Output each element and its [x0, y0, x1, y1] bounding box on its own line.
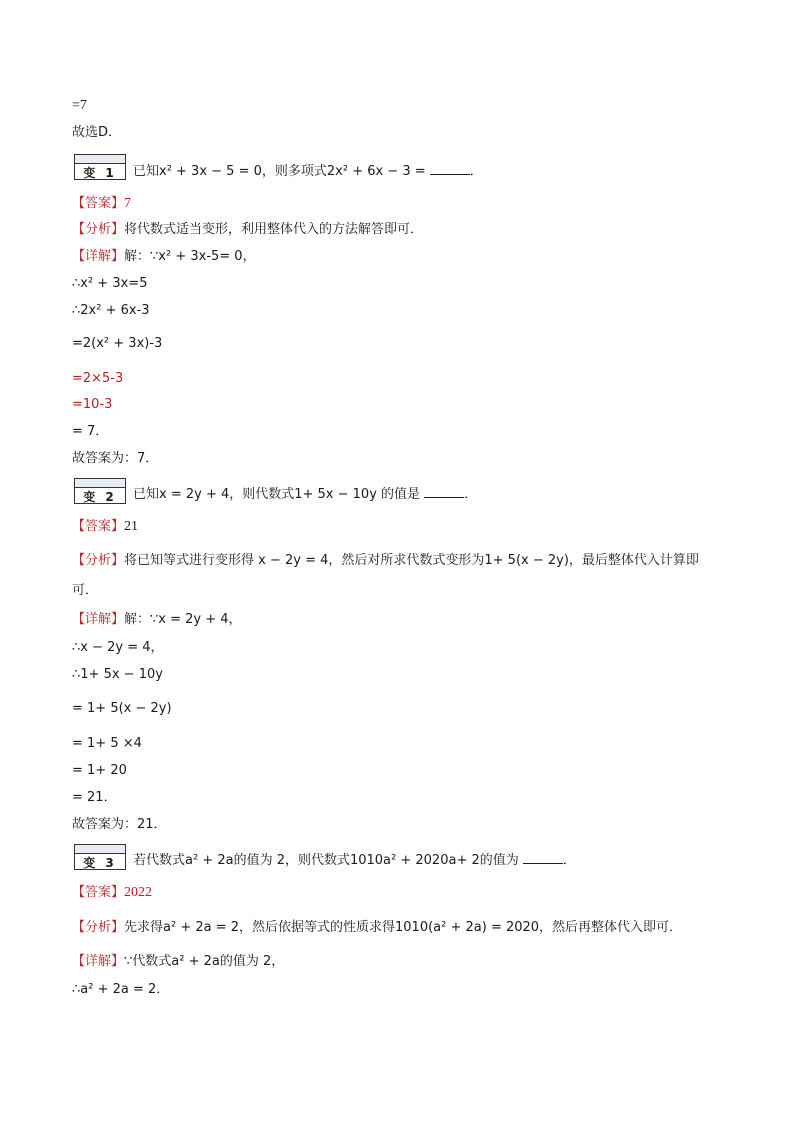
step: =2(x² + 3x)-3	[72, 336, 163, 351]
variant-3-analysis	[72, 920, 682, 936]
variant-2-analysis	[72, 553, 699, 569]
step: =2×5-3	[72, 371, 124, 386]
analysis-text: 先求得a² + 2a = 2，然后依据等式的性质求得1010(a² + 2a) = 2020，然后再整体代入即可．	[124, 920, 683, 935]
detail-tag: 【详解】	[72, 612, 125, 627]
detail-intro: 解：∵x = 2y + 4，	[124, 612, 242, 627]
variant-2-question: 已知x = 2y + 4，则代数式1+ 5x − 10y 的值是 ．	[133, 487, 478, 502]
variant-3-label: 变 3	[83, 856, 117, 870]
variant-2-answer	[72, 519, 138, 535]
analysis-continuation: 可．	[72, 583, 99, 598]
answer-value: 2022	[124, 885, 153, 900]
answer-blank	[523, 851, 563, 864]
analysis-tag: 【分析】	[72, 920, 125, 935]
final-answer: 故答案为：7．	[72, 451, 159, 466]
final-answer: 故答案为：21．	[72, 817, 167, 832]
analysis-tag: 【分析】	[72, 222, 125, 237]
answer-tag: 【答案】	[72, 196, 125, 211]
answer-value: 21	[124, 519, 139, 534]
answer-blank	[430, 162, 470, 175]
badge-strip	[75, 479, 125, 488]
step: = 21．	[72, 790, 117, 805]
answer-tag: 【答案】	[72, 519, 125, 534]
step: ∴x − 2y = 4，	[72, 640, 164, 655]
analysis-tag: 【分析】	[72, 553, 125, 568]
variant-1-detail	[72, 249, 256, 265]
step: ∴2x² + 6x-3	[72, 303, 150, 318]
select-answer: 故选D．	[72, 125, 122, 140]
variant-1-badge	[74, 154, 126, 180]
variant-1-answer	[72, 196, 131, 212]
answer-value: 7	[124, 196, 132, 211]
step: = 7．	[72, 424, 109, 439]
equals-seven: =7	[72, 98, 87, 113]
detail-intro: ∵代数式a² + 2a的值为 2，	[124, 954, 285, 969]
step: ∴x² + 3x=5	[72, 276, 148, 291]
detail-intro: 解：∵x² + 3x-5= 0，	[124, 249, 256, 264]
analysis-text: 将代数式适当变形，利用整体代入的方法解答即可．	[124, 222, 424, 237]
answer-tag: 【答案】	[72, 885, 125, 900]
step: ∴a² + 2a = 2．	[72, 982, 170, 997]
variant-1-label: 变 1	[83, 166, 117, 180]
variant-1-question-text: 已知x² + 3x − 5 = 0，则多项式2x² + 6x − 3 =	[133, 164, 426, 179]
step: = 1+ 5(x − 2y)	[72, 701, 172, 716]
detail-tag: 【详解】	[72, 954, 125, 969]
variant-2-label: 变 2	[83, 490, 117, 504]
variant-1-question: 已知x² + 3x − 5 = 0，则多项式2x² + 6x − 3 = ．	[133, 164, 483, 179]
variant-3-answer	[72, 885, 152, 901]
step: = 1+ 20	[72, 763, 127, 778]
variant-3-question: 若代数式a² + 2a的值为 2，则代数式1010a² + 2020a+ 2的值为 ．	[133, 853, 576, 868]
variant-2-detail	[72, 612, 242, 628]
badge-strip	[75, 155, 125, 164]
variant-3-badge	[74, 844, 126, 870]
badge-strip	[75, 845, 125, 854]
step: =10-3	[72, 397, 113, 412]
answer-blank	[424, 485, 464, 498]
variant-1-analysis	[72, 222, 423, 238]
variant-3-detail	[72, 954, 284, 970]
detail-tag: 【详解】	[72, 249, 125, 264]
analysis-text: 将已知等式进行变形得 x − 2y = 4，然后对所求代数式变形为1+ 5(x − 2y)，最后整体代入计算即	[124, 553, 699, 568]
step: ∴1+ 5x − 10y	[72, 667, 163, 682]
step: = 1+ 5 ×4	[72, 736, 142, 751]
variant-2-question-text: 已知x = 2y + 4，则代数式1+ 5x − 10y 的值是	[133, 487, 421, 502]
variant-2-badge	[74, 478, 126, 504]
variant-3-question-text: 若代数式a² + 2a的值为 2，则代数式1010a² + 2020a+ 2的值为	[133, 853, 519, 868]
